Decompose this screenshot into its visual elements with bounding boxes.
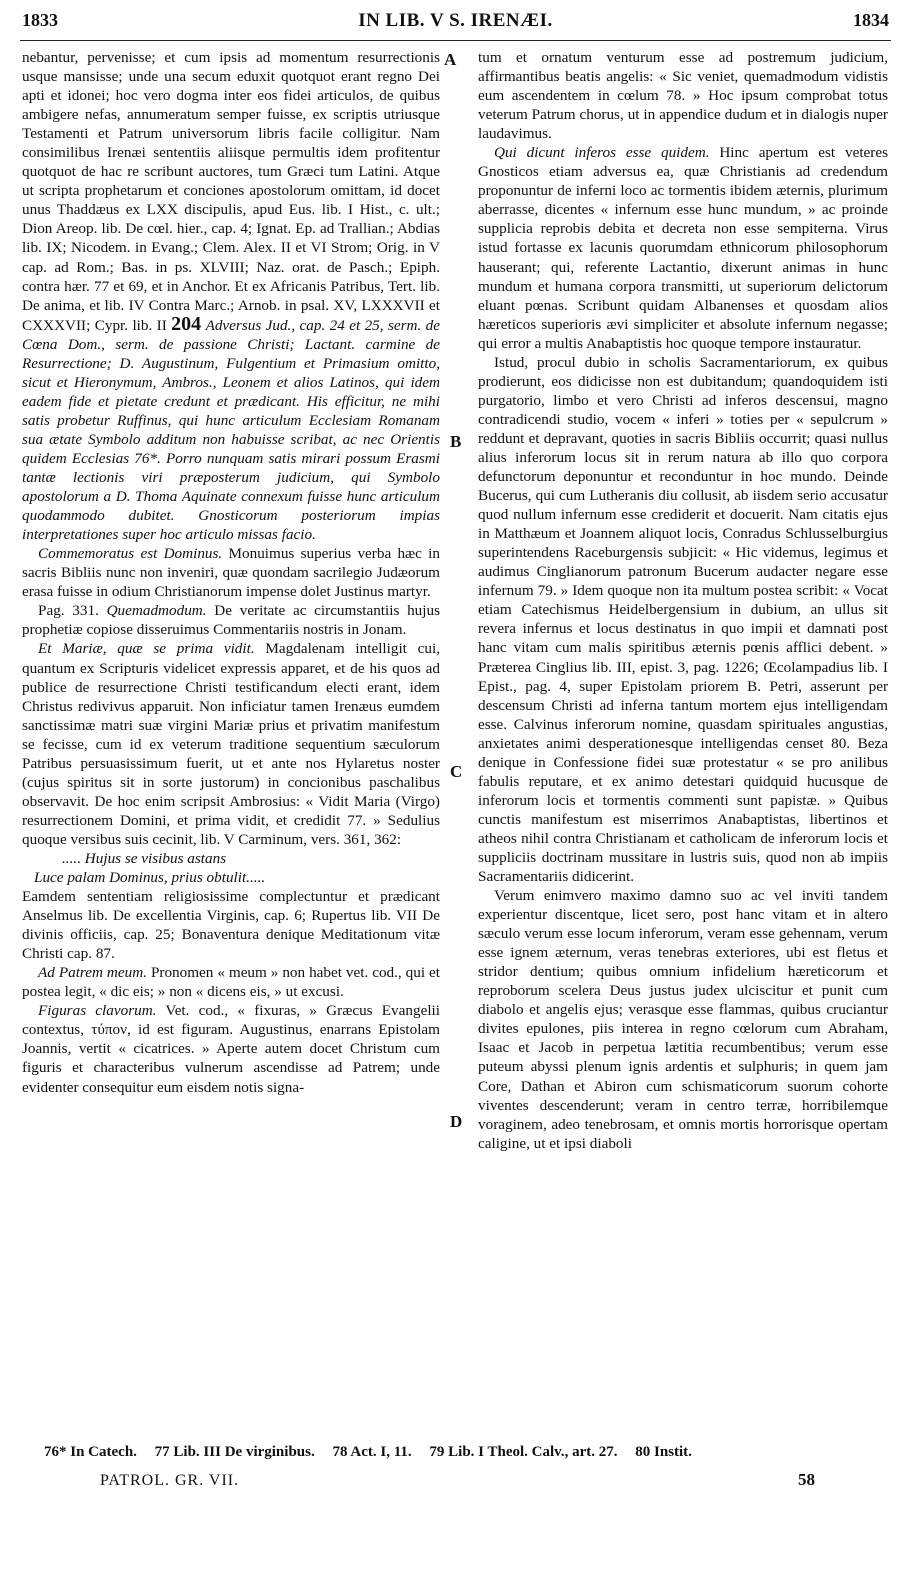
paragraph [478,143,888,353]
left-column [22,48,440,1418]
paragraph [22,544,440,601]
section-marker-a: A [444,50,457,69]
footnote: 80 Instit. [635,1444,692,1460]
verse-line: ..... Hujus se visibus astans [62,849,227,867]
paragraph-text: Pronomen « meum » non habet vet. cod., qui et postea legit, « dic eis; » non « dicens eis, » ut excusi. [22,964,440,1001]
lemma: Commemoratus est Dominus. [38,545,223,563]
column-number-left: 1833 [22,10,58,30]
lemma: Figuras clavorum. [38,1002,157,1020]
lemma: Quemadmodum. [106,602,207,620]
section-marker-d: D [450,1112,463,1131]
right-column [478,48,888,1418]
paragraph [478,48,888,143]
paragraph [22,48,440,544]
header-rule [20,40,891,41]
signature-line: PATROL. GR. VII. [100,1472,240,1489]
footnotes [44,1444,884,1461]
paragraph-text: Verum enimvero maximo damno suo ac vel inviti tandem experientur discentque, licet sero, post hanc vitam et in altero sæculo verum esse locum inferorum, veram esse gehennam, verum esse ignem æternum, veras tenebras exteriores, ubi est fletus et stridor dentium; quibus omnium infidelium hæreticorum et reproborum scelera Deus justus judex ulciscitur et punit cum diabolo et angelis ejus; verasque esse flammas, quibus cruciantur divites epulones, piis interea in regno cœlorum cum Abraham, Isaac et Jacob in perpetua lætitia recumbentibus; verum esse puteum abyssi plenum ignis ardentis et sulphuris; in quem jam Core, Dathan et Abiron cum schismaticorum suorum cohorte viventes descenderunt; veram in centro terræ, horribilemque voraginem, adeo tenebrosam, et omnis mortis horrorisque opertam caligine, ut et ipsi diaboli [478,887,888,1152]
page-header [0,10,911,38]
paragraph-text: tum et ornatum venturum esse ad postremum judicium, affirmantibus beatis angelis: « Sic veniet, quemadmodum vidistis eum ascendentem in cœlum 78. » Hoc ipsum comprobat totus veterum Patrum chorus, ut in appendice dudum et in dialogis nuper laudavimus. [478,49,888,143]
paragraph-text: Eamdem sententiam religiosissime complectuntur et prædicant Anselmus lib. De excellentia Virginis, cap. 6; Rupertus lib. VII De divinis officiis, cap. 25; Bonaventura denique Meditationum vitæ Christi cap. 87. [22,888,440,963]
page-note: Pag. 331. [38,602,99,620]
footnote: 78 Act. I, 11. [332,1444,412,1460]
paragraph [22,601,440,639]
paragraph [478,353,888,886]
lemma: Ad Patrem meum. [38,964,147,982]
paragraph-text: De veritate ac circumstantiis hujus prophetiæ copiose disseruimus Commentariis nostris in Jonam. [22,602,440,639]
footnote: 79 Lib. I Theol. Calv., art. 27. [429,1444,618,1460]
paragraph-text: Istud, procul dubio in scholis Sacramentariorum, ex quibus prodierunt, eos didicisse non est dubitandum; quandoquidem isti purgatorio, limbo et vero Christi ad inferos descensui, magno contradicendi studio, vocem « inferi » toties per « sepulcrum » reddunt et depravant, quoties in sacris Bibliis occurrit; quasi nullus alius inferorum locus sit in rerum natura ab illo quo corpora defunctorum deponuntur et reconduntur in hoc mundo. Deinde Bucerus, qui cum Lutheranis diu collusit, ab iisdem serio accusatur quod nullum infernum esse crediderit et docuerit. Nam citatis ejus in Matthæum et Joannem aliquot locis, Conradus Schlusselburgius superintendens Raceburgensis subjicit: « Hic videmus, legimus et audimus Cinglianorum patronum Bucerum audacter negare esse infernum 79. » Idem quoque non ita multum postea scribit: « Vocat etiam Catechismus Heidelbergensium in dubium, an ullus sit revera infernus et locus destinatus in quo impii et damnati post hanc vitam cum malis spiritibus æternis pœnis afflici debent. » Præterea Cinglius lib. III, epist. 3, pag. 1226; Œcolampadius lib. I Epist., pag. 4, super Epistolam priorem B. Petri, asserunt per descensum Christi ad inferna tantum mortem ejus intelligendam esse. Calvinus inferorum nomine, quasdam spirituales angustias, anxietates animi desperationesque intelligendas censet 80. Beza denique in Confessione fidei suæ protestatur « se pro anilibus fabulis reputare, et ex animo detestari quidquid hucusque de inferorum locis et tormentis commenti sunt papistæ. » Quibus cunctis manifestum est miserrimos Anabaptistas, libertinos et atheos nihil contra Christianam et catholicam de inferorum locis et suppliciis doctrinam mussitare in lustris suis, quod non ab impiis Sacramentariis didicerint. [478,353,888,886]
paragraph-text: Adversus Jud., cap. 24 et 25, serm. de Cœna Dom., serm. de passione Christi; Lactant. carmine de Resurrectione; D. Augustinum, Fulgentium et Primasium omitto, sicut et Hieronymum, Ambros., Leonem et alios Latinos, qui idem eadem fide et pietate credunt et prædicant. His efficitur, ne mihi satis probetur Ruffinus, qui hunc articulum Ecclesiam Romanam sua ætate Symbolo additum non habuisse scribat, ac nec Orientis quidem Ecclesias 76*. Porro nunquam satis mirari possum Erasmi tantæ lectionis viri præposterum judicium, qui Symbolo apostolorum a D. Thoma Aquinate connexum fuisse hunc articulum quodammodo dubitet. Gnosticorum posteriorum impias interpretationes super hoc articulo missas facio. [22,316,440,544]
section-marker-b: B [450,432,462,451]
column-number-right: 1834 [853,10,889,30]
paragraph [22,887,440,963]
running-title: IN LIB. V S. IRENÆI. [358,10,553,31]
section-marker-c: C [450,762,463,781]
verse-line: Luce palam Dominus, prius obtulit..... [34,869,266,887]
signature-number: 58 [798,1470,815,1489]
paragraph-text: Hinc apertum est veteres Gnosticos etiam adversus ea, quæ Christianis ad credendum proponuntur de inferni loco ac tormentis ibidem æternis, plurimum aberrasse, dicentes « infernum esse hunc mundum, » ac proinde supplicia reprobis debita et decreta non esse sempiterna. Virus istud fortasse ex lacunis quorumdam ethnicorum philosophorum hauserant; qui, referente Lactantio, dixerunt animas in hunc mundum et humana corpora transmitti, ut superiorum delictorum eluant pœnas. Scribunt quidam Albanenses et quosdam alios hæreticos superioris ævi simpliciter et absolute infernum negasse; qui error a multis Anabaptistis hoc quoque tempore instauratur. [478,144,888,352]
paragraph [22,963,440,1001]
paragraph-text: Magdalenam intelligit cui, quantum ex Scripturis videlicet expressis apparet, et de his quos ad publice de resurrectione Christi testificandum electi erant, idem Christus redivivus apparuit. Non inficiatur tamen Irenæus eumdem sanctissimæ matri suæ virgini Mariæ prius et privatim manifestum se fecisse, cum id ex veterum traditione sequentium sæculorum Patribus persuasissimum fuerit, ut et ante nos Hylaretus noster (cujus spiritus sit in sorte justorum) in concionibus paschalibus observavit. De hoc enim scripsit Ambrosius: « Vidit Maria (Virgo) resurrectionem Domini, et prima vidit, et credidit 77. » Sedulius quoque versibus suis cecinit, lib. V Carminum, vers. 361, 362: [22,640,440,848]
page-reference: 204 [171,312,202,335]
lemma: Qui dicunt inferos esse quidem. [494,144,710,162]
paragraph [478,886,888,1153]
paragraph-text: nebantur, pervenisse; et cum ipsis ad momentum resurrectionis usque mansisse; unde una secum eduxit quotquot erant regno Dei apti et idonei; hoc vero dogma inter eos fidei articulos, de quibus ambigere nefas, annumeratum semper fuisse, ex scriptis utriusque Testamenti et Patrum universorum libris facile colligitur. Nam consimilibus Irenæi sententiis aliisque permultis idem profitentur quotquot de hac re scribunt auctores, tum Græci tum Latini. Atque ut scripta prophetarum et conciones apostolorum omittam, id docet unus Thaddæus ex LXX discipulis, apud Eus. lib. I Hist., c. ult.; Dion Areop. lib. De cœl. hier., cap. 4; Ignat. Ep. ad Trallian.; Abdias lib. IX; Nicodem. in Evang.; Clem. Alex. II et VI Strom; Orig. in V cap. ad Rom.; Bas. in ps. XLVIII; Naz. orat. de Pasch.; Epiph. contra hær. 77 et 69, et in Anchor. Et ex Africanis Patribus, Tert. lib. De anima, et lib. IV Contra Marc.; Arnob. in psal. XV, LXXXVII et CXXXVII; Cypr. lib. II [22,49,440,334]
paragraph-text: Monuimus superius verba hæc in sacris Bibliis nunc non inveniri, quæ quondam sacrilegio Judæorum erasa fuisse in odium Christianorum impense dolet Justinus martyr. [22,545,440,601]
paragraph [22,1001,440,1096]
paragraph [22,639,440,849]
lemma: Et Mariæ, quæ se prima vidit. [38,640,255,658]
footnote: 77 Lib. III De virginibus. [154,1444,315,1460]
footnote: 76* In Catech. [44,1444,137,1460]
paragraph-text: Vet. cod., « fixuras, » Græcus Evangelii contextus, τύπον, id est figuram. Augustinus, enarrans Epistolam Joannis, vertit « cicatrices. » Aperte autem docet Christum cum figuris et characteribus vulnerum ascendisse ad Patrem; unde evidenter consequitur eum eisdem notis signa- [22,1002,440,1096]
